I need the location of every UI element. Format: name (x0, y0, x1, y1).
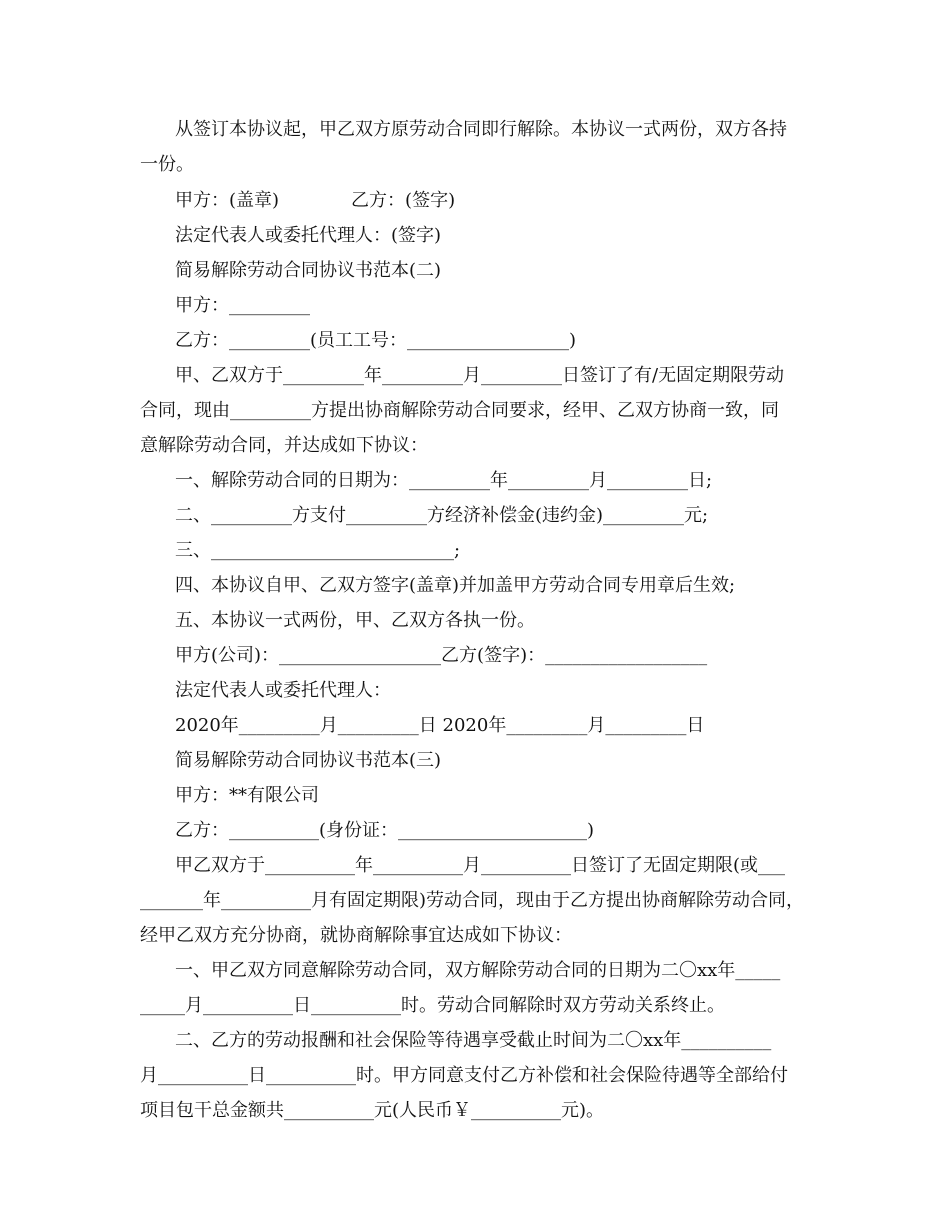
signature-line: 甲方：(盖章) 乙方：(签字) (175, 190, 456, 211)
paragraph-line: 合同，现由_________方提出协商解除劳动合同要求，经甲、乙双方协商一致，同 (140, 400, 779, 421)
clause-line: 三、___________________________; (175, 540, 461, 561)
clause-line: 二、_________方支付_________方经济补偿金(违约金)_________元; (175, 505, 709, 526)
clause-line: 二、乙方的劳动报酬和社会保险等待遇享受截止时间为二〇xx年__________ (175, 1030, 772, 1051)
signature-line: 法定代表人或委托代理人：(签字) (175, 225, 442, 246)
date-line: 2020年_________月_________日 2020年_________月_________日 (175, 715, 705, 736)
section-heading: 简易解除劳动合同协议书范本(二) (175, 260, 442, 281)
paragraph-line: 甲、乙双方于_________年_________月_________日签订了有/无固定期限劳动 (175, 365, 785, 386)
clause-line: 月__________日__________时。甲方同意支付乙方补偿和社会保险待遇等全部给付 (140, 1065, 788, 1086)
clause-line: 一、甲乙双方同意解除劳动合同，双方解除劳动合同的日期为二〇xx年_____ (175, 960, 781, 981)
paragraph-line: 从签订本协议起，甲乙双方原劳动合同即行解除。本协议一式两份，双方各持 (175, 119, 787, 140)
signature-line: 法定代表人或委托代理人： (175, 680, 391, 701)
party-line: 乙方：_________(员工工号：__________________) (175, 330, 577, 351)
party-line: 乙方：__________(身份证：_____________________) (175, 820, 595, 841)
section-heading: 简易解除劳动合同协议书范本(三) (175, 750, 442, 771)
paragraph-line: 意解除劳动合同，并达成如下协议： (140, 435, 428, 456)
paragraph-line: 甲乙双方于__________年__________月__________日签订了无固定期限(或___ (175, 855, 786, 876)
party-line: 甲方：**有限公司 (175, 785, 319, 806)
clause-line: 五、本协议一式两份，甲、乙双方各执一份。 (175, 610, 535, 631)
party-line: 甲方：_________ (175, 295, 310, 316)
clause-line: 项目包干总金额共__________元(人民币￥__________元)。 (140, 1100, 605, 1121)
signature-line: 甲方(公司)：__________________乙方(签字)：__________________ (175, 645, 708, 666)
paragraph-line: 经甲乙双方充分协商，就协商解除事宜达成如下协议： (140, 925, 572, 946)
paragraph-line: 一份。 (140, 154, 194, 175)
clause-line: 四、本协议自甲、乙双方签字(盖章)并加盖甲方劳动合同专用章后生效; (175, 575, 736, 596)
clause-line: _____月__________日__________时。劳动合同解除时双方劳动关系终止。 (140, 995, 725, 1016)
clause-line: 一、解除劳动合同的日期为：_________年_________月_________日; (175, 470, 713, 491)
paragraph-line: _______年__________月有固定期限)劳动合同，现由于乙方提出协商解除劳动合同， (140, 890, 805, 911)
